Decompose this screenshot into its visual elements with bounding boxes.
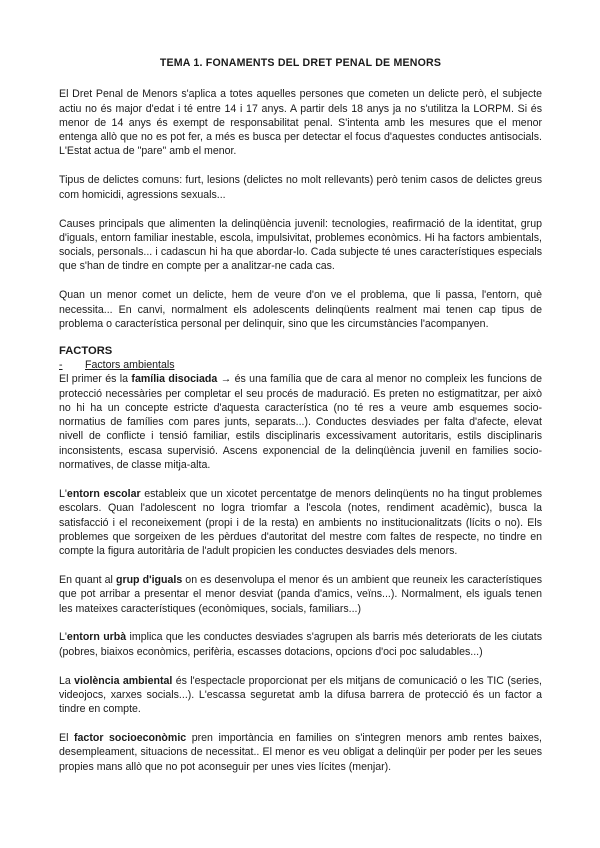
subsection-heading bbox=[59, 358, 542, 372]
list-dash: - bbox=[59, 359, 63, 372]
term-familia-disociada: família disociada bbox=[131, 373, 218, 386]
term-entorn-urba: entorn urbà bbox=[66, 631, 127, 644]
term-violencia-ambiental: violència ambiental bbox=[74, 674, 173, 687]
paragraph-causes: Causes principals que alimenten la delinqüència juvenil: tecnologies, reafirmació de la identitat, grup d'iguals, entorn familiar inestable, escola, impulsivitat, problemes econòmics. Hi ha factors ambientals, socials, personals... i cadascun hi ha que abordar-lo. Cada subjecte té unes característiques especials que s'han de tindre en compte per a analitzar-ne cada cas. bbox=[59, 217, 542, 273]
paragraph-familia: El primer és la família disociada → és una família que de cara al menor no compleix les funcions de protecció necessàries per completar el seu procés de maduració. Es preten no estigmatitzar, per això no hi ha un concepte estricte d'aquesta característica (no té res a veure amb esquemes socio-normatius de famílies com pares junts, separats...). Conductes desviades per falta d'afecte, elevat nivell de conflicte i tensió familiar, estils disciplinaris excessivament autoritaris, estils disciplinaris inconsistents, escasa supervisió. Ascens exponencial de la delinqüència juvenil en families socio-normatives, de classe mitja-alta. bbox=[59, 373, 542, 472]
paragraph-intro: El Dret Penal de Menors s'aplica a totes aquelles persones que cometen un delicte però, el subjecte actiu no és major d'edat i té entre 14 i 17 anys. A partir dels 18 anys ja no s'utilitza la LORPM. Si és menor de 14 anys és exempt de responsabilitat penal. S'intenta amb les mesures que el menor entenga allò que no es pot fer, a més es busca per detectar el focus d'aquestes conductes antisocials. L'Estat actua de "pare" amb el menor. bbox=[59, 88, 542, 158]
paragraph-urba: L'entorn urbà implica que les conductes desviades s'agrupen als barris més deteriorats de les ciutats (pobres, biaixos econòmics, perifèria, escasses dotacions, opcions d'oci poc saludables...) bbox=[59, 631, 543, 658]
paragraph-menor: Quan un menor comet un delicte, hem de veure d'on ve el problema, que li passa, l'entorn, què necessita... En canvi, normalment els adolescents delinqüents realment mai tenen cap tipus de problema o característica personal per delinquir, sino que les circumstàncies l'acompanyen. bbox=[59, 289, 542, 330]
document-body bbox=[59, 56, 542, 789]
paragraph-delictes: Tipus de delictes comuns: furt, lesions (delictes no molt rellevants) però tenim casos de delictes greus com homicidi, agressions sexuals... bbox=[59, 174, 542, 201]
term-grup-iguals: grup d'iguals bbox=[115, 573, 183, 586]
section-heading-factors: FACTORS bbox=[59, 345, 113, 358]
page-title: TEMA 1. FONAMENTS DEL DRET PENAL DE MENORS bbox=[159, 57, 442, 69]
paragraph-escolar: L'entorn escolar estableix que un xicotet percentatge de menors delinqüents no ha tingut problemes escolars. Quan l'adolescent no logra triomfar a l'escola (notes, rendiment acadèmic), busca la satisfacció i el reconeixement (propi i de la resta) en ambients no institucionalitzats (lícits o no). Els problemes que sorgeixen de les pèrdues d'autoritat del mestre com faltes de respecte, no tindre en compte la figura autoritària de l'adult propicien les conductes desviades dels menors. bbox=[59, 487, 542, 558]
paragraph-socioeconomic: El factor socioeconòmic pren importància en families on s'integren menors amb rentes baixes, desempleament, situacions de necessitat.. El menor es veu obligat a delinqüir per poder per les seues propies mans allò que no pot aconseguir per unes vies lícites (menjar). bbox=[59, 732, 542, 773]
paragraph-violencia: La violència ambiental és l'espectacle proporcionat per els mitjans de comunicació o les TIC (series, videojocs, xarxes socials...). L'escassa seguretat amb la difusa barrera de protecció és un factor a tindre en compte. bbox=[59, 674, 542, 716]
term-factor-socioeconomic: factor socioeconòmic bbox=[74, 732, 187, 745]
paragraph-iguals: En quant al grup d'iguals on es desenvolupa el menor és un ambient que reuneix les característiques que pot arribar a presentar el menor desviat (panda d'amics, veïns...). Normalment, els iguals tenen les mateixes característiques (econòmiques, socials, familiars...) bbox=[59, 573, 542, 615]
subsection-label: Factors ambientals bbox=[85, 359, 175, 372]
term-entorn-escolar: entorn escolar bbox=[66, 487, 141, 500]
